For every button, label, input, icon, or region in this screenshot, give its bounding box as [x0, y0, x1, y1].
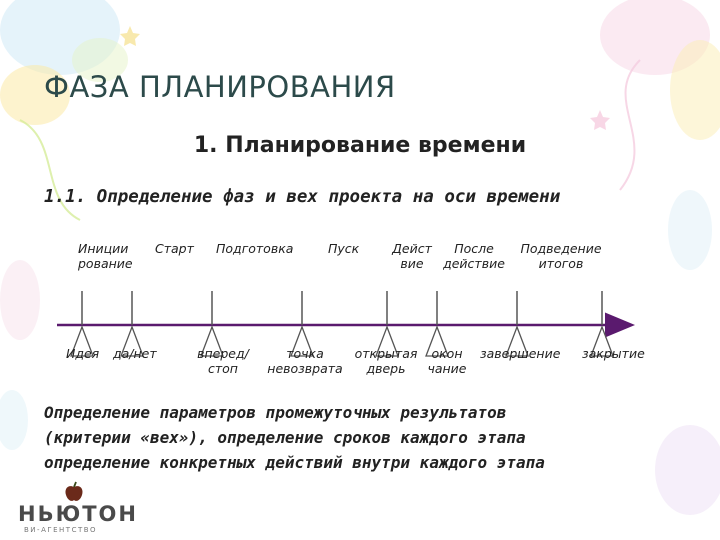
section-heading: 1.1. Определение фаз и вех проекта на оси времени	[44, 187, 561, 207]
phase-label-line2: действие	[443, 256, 505, 271]
description-text	[44, 400, 545, 475]
milestone-label	[113, 346, 157, 361]
milestone-label-line1: окон	[431, 346, 463, 361]
phase-label-line1: Старт	[155, 241, 194, 256]
description-line: Определение параметров промежуточных результатов	[44, 403, 507, 422]
phase-label-line1: Иниции	[78, 241, 129, 256]
milestone-label-line1: завершение	[480, 346, 561, 361]
milestone-label	[350, 346, 422, 376]
slide-title: ФАЗА ПЛАНИРОВАНИЯ	[44, 70, 396, 104]
logo-name: НЬЮТОН	[18, 502, 138, 526]
milestone-label	[582, 346, 645, 361]
milestone-label	[480, 346, 560, 361]
milestone-label	[190, 346, 256, 376]
milestone-label	[66, 346, 99, 361]
milestone-label-line1: точка	[286, 346, 324, 361]
milestone-label-line1: открытая	[354, 346, 418, 361]
description-line: определение конкретных действий внутри каждого этапа	[44, 453, 545, 472]
milestone-label-line2: чание	[427, 361, 467, 376]
logo-apple-icon	[62, 480, 86, 504]
milestone-label-line1: закрытие	[582, 346, 645, 361]
phase-label-line1: Подведение	[520, 241, 602, 256]
milestone-label-line2: дверь	[366, 361, 406, 376]
milestone-label	[262, 346, 348, 376]
description-line: (критерии «вех»), определение сроков каждого этапа	[44, 428, 526, 447]
milestone-label-line1: да/нет	[113, 346, 157, 361]
milestone-label-line1: вперед/	[197, 346, 249, 361]
phase-label-line2: рование	[78, 256, 133, 271]
milestone-label	[422, 346, 472, 376]
phase-label-line2: итогов	[538, 256, 584, 271]
phase-label-line1: Дейст	[392, 241, 432, 256]
milestone-label-line2: стоп	[208, 361, 238, 376]
milestone-label-line1: Идея	[66, 346, 100, 361]
milestone-label-line2: невозврата	[267, 361, 343, 376]
phase-label-line2: вие	[400, 256, 424, 271]
phase-label-line1: После	[454, 241, 494, 256]
logo-subtitle: ВИ-АГЕНТСТВО	[24, 526, 98, 534]
slide-subtitle: 1. Планирование времени	[193, 133, 527, 158]
phase-label-line1: Подготовка	[216, 241, 294, 256]
logo	[14, 480, 142, 536]
phase-label-line1: Пуск	[328, 241, 360, 256]
